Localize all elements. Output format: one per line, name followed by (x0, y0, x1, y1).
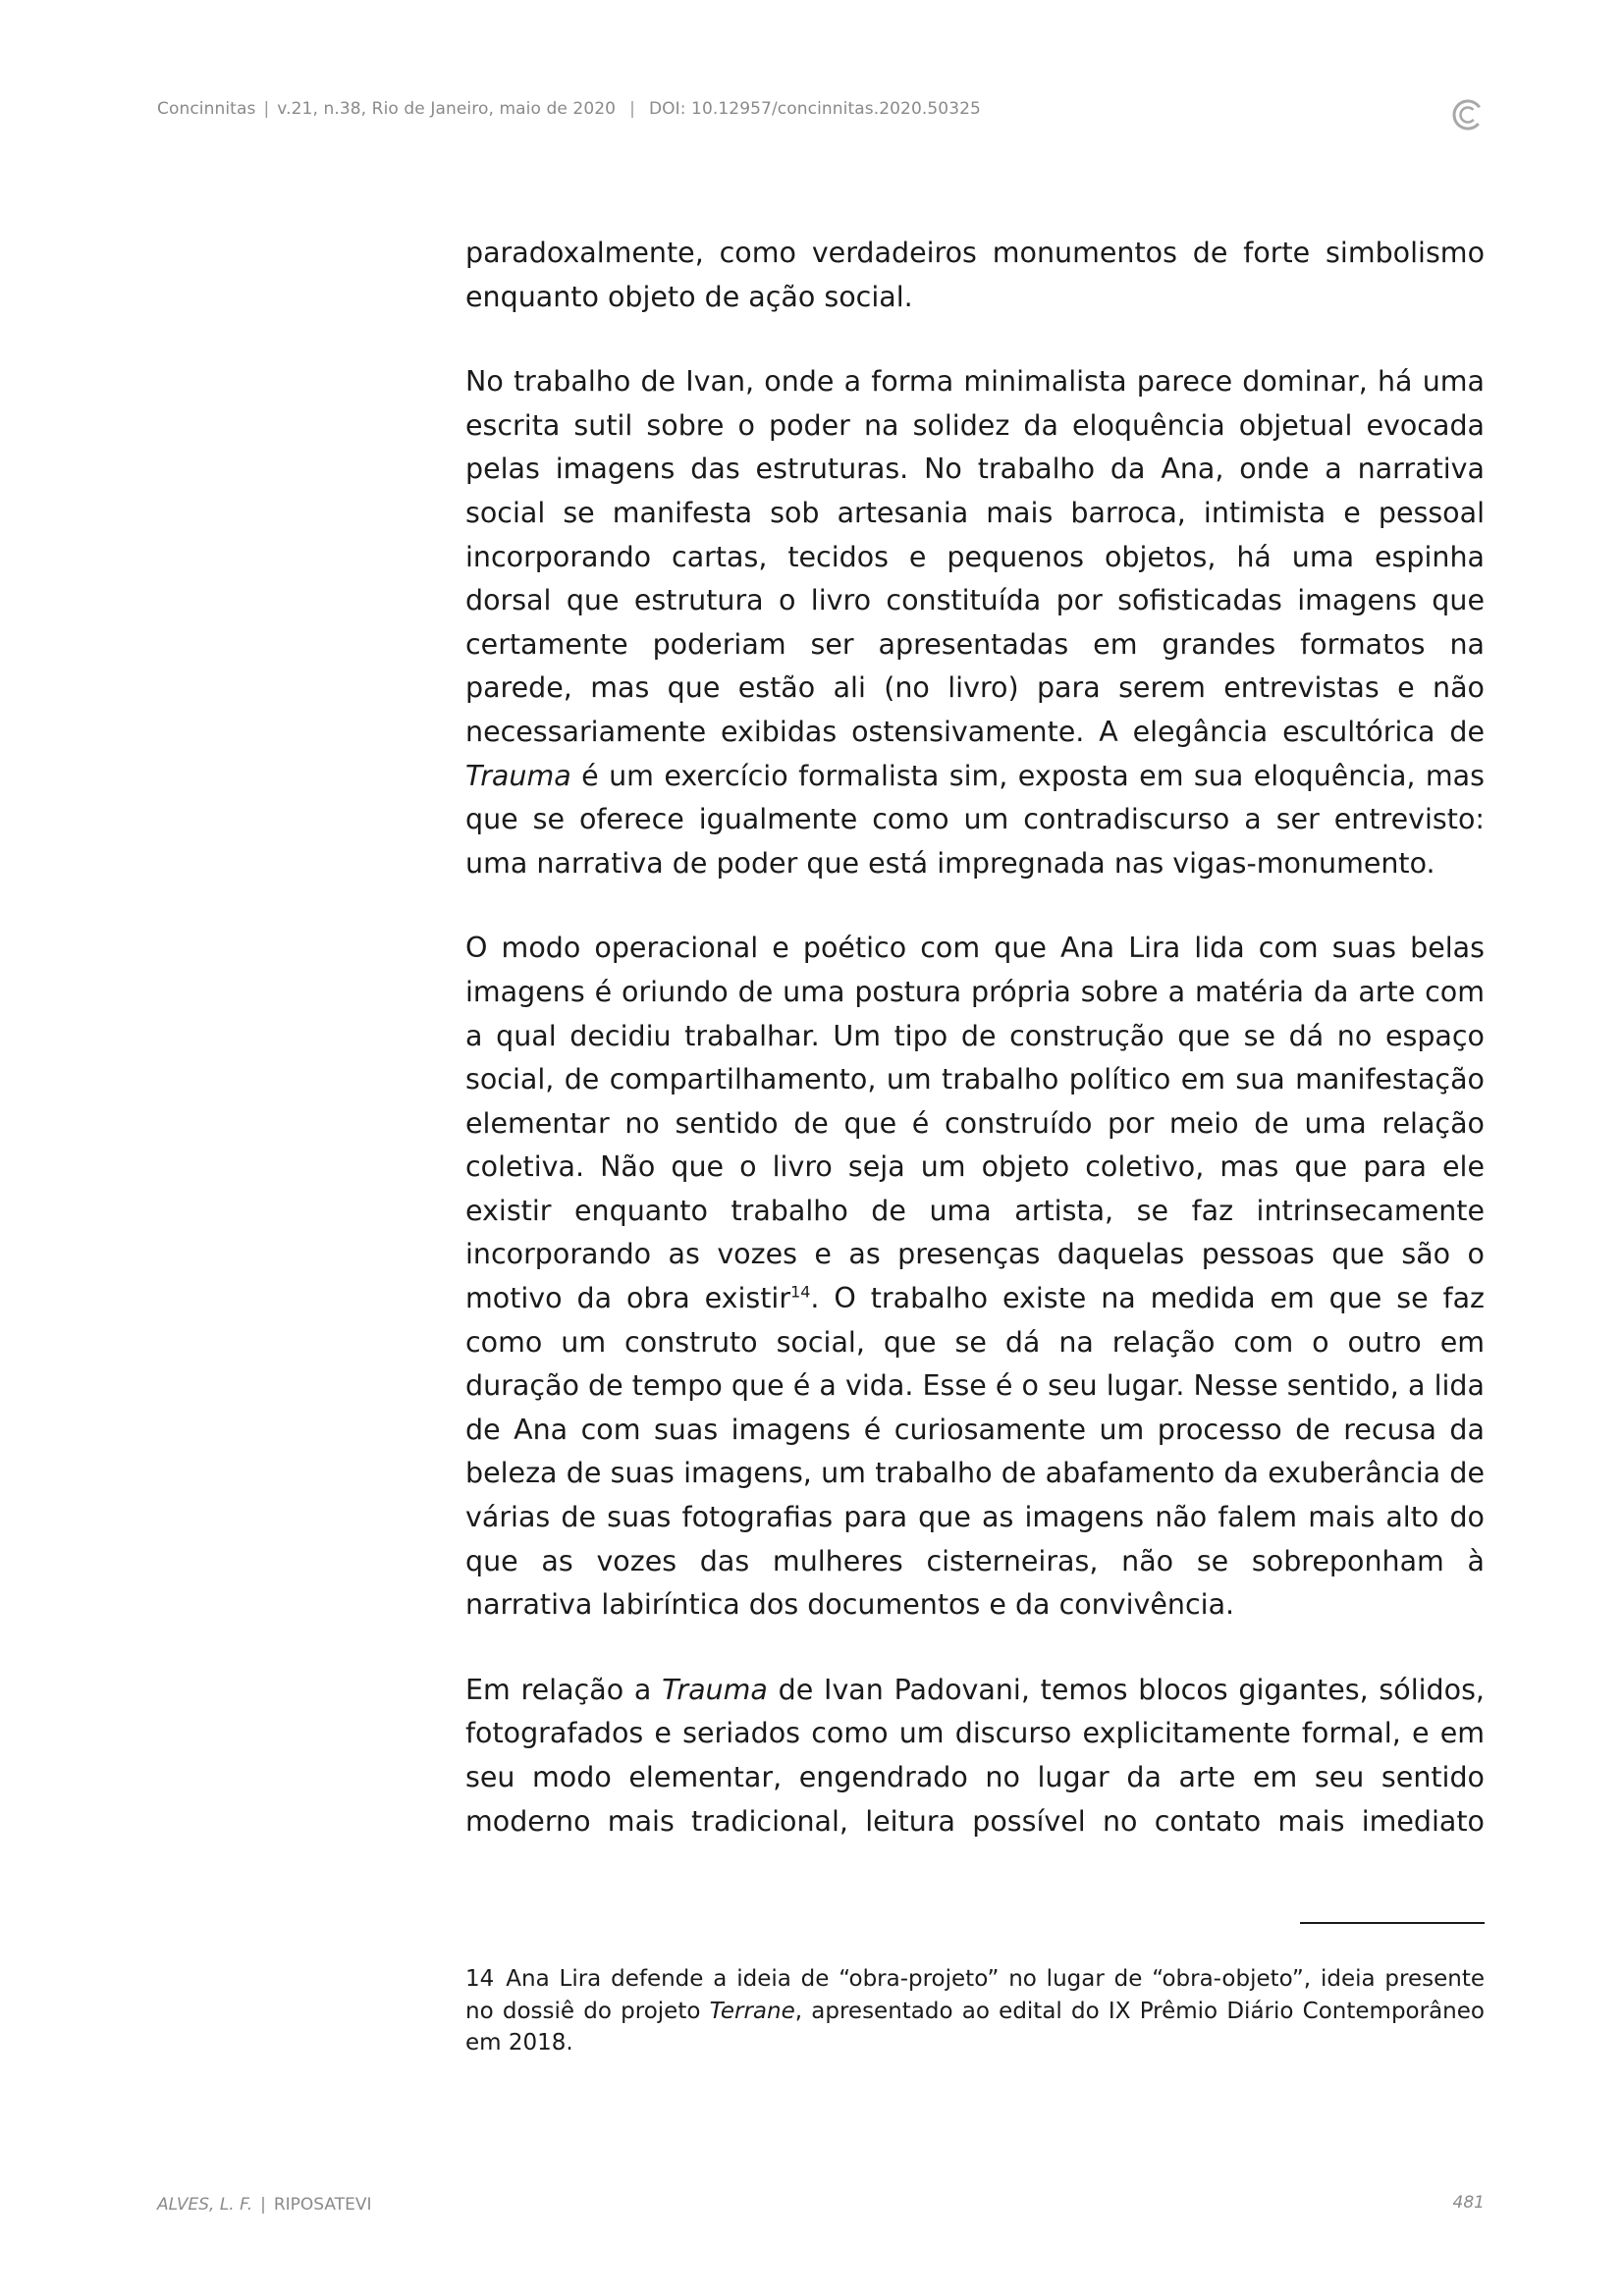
journal-name: Concinnitas (157, 99, 256, 119)
footnote-14 (465, 1963, 1485, 2059)
footnote-divider (1300, 1922, 1485, 1924)
footnote-text-a: Ana Lira defende a ideia de “obra-projeto” no lugar de “obra-objeto”, ideia presente no dossiê do projeto (465, 1966, 1485, 2024)
paragraph-4 (465, 1669, 1485, 1843)
paragraph-2-text-a: No trabalho de Ivan, onde a forma minimalista parece dominar, há uma escrita sutil sobre o poder na solidez da eloquência objetual evocada pelas imagens das estruturas. No trabalho da Ana, onde a narrativa social se manifesta sob artesania mais barroca, intimista e pessoal incorporando cartas, tecidos e pequenos objetos, há uma espinha dorsal que estrutura o livro constituída por sofisticadas imagens que certamente poderiam ser apresentadas em grandes formatos na parede, mas que estão ali (no livro) para serem entrevistas e não necessariamente exibidas ostensivamente. A elegância escultórica de (465, 365, 1485, 748)
running-header (157, 99, 981, 119)
footer-separator: | (260, 2195, 266, 2215)
running-footer (157, 2195, 372, 2215)
header-separator: | (629, 99, 635, 119)
journal-doi: DOI: 10.12957/concinnitas.2020.50325 (648, 99, 981, 119)
artwork-title-trauma: Trauma (662, 1673, 768, 1706)
footnote-reference-14[interactable]: 14 (790, 1282, 811, 1302)
paragraph-4-text-b: de Ivan Padovani, temos blocos gigantes, sólidos, fotografados e seriados como um discurso explicitamente formal, e em seu modo elementar, engendrado no lugar da arte em seu sentido moderno mais tradicional, leitura possível no contato mais imediato (465, 1673, 1485, 1838)
paragraph-4-text-a: Em relação a (465, 1673, 663, 1706)
paragraph-2 (465, 360, 1485, 885)
footnote-number: 14 (465, 1966, 495, 1992)
paragraph-3 (465, 927, 1485, 1628)
article-title: RIPOSATEVI (273, 2195, 372, 2215)
paragraph-2-text-b: é um exercício formalista sim, exposta em sua eloquência, mas que se oferece igualmente como um contradiscurso a ser entrevisto: uma narrativa de poder que está impregnada nas vigas-monumento. (465, 759, 1485, 880)
header-separator: | (263, 99, 270, 119)
concinnitas-c-logo-icon (1451, 98, 1485, 132)
footnote-text-b: , apresentado ao edital do IX Prêmio Diário Contemporâneo em 2018. (465, 1998, 1485, 2056)
project-title-terrane: Terrane (709, 1998, 795, 2024)
article-body (465, 232, 1485, 1885)
paragraph-1 (465, 232, 1485, 319)
paragraph-1-text: paradoxalmente, como verdadeiros monumentos de forte simbolismo enquanto objeto de ação social. (465, 237, 1485, 313)
page-number: 481 (1452, 2193, 1485, 2213)
paragraph-3-text-a: O modo operacional e poético com que Ana Lira lida com suas belas imagens é oriundo de uma postura própria sobre a matéria da arte com a qual decidiu trabalhar. Um tipo de construção que se dá no espaço social, de compartilhamento, um trabalho político em sua manifestação elementar no sentido de que é construído por meio de uma relação coletiva. Não que o livro seja um objeto coletivo, mas que para ele existir enquanto trabalho de uma artista, se faz intrinsecamente incorporando as vozes e as presenças daquelas pessoas que são o motivo da obra existir (465, 932, 1485, 1315)
artwork-title-trauma: Trauma (465, 759, 571, 792)
paragraph-3-text-b: . O trabalho existe na medida em que se faz como um construto social, que se dá na relação com o outro em duração de tempo que é a vida. Esse é o seu lugar. Nesse sentido, a lida de Ana com suas imagens é curiosamente um processo de recusa da beleza de suas imagens, um trabalho de abafamento da exuberância de várias de suas fotografias para que as imagens não falem mais alto do que as vozes das mulheres cisterneiras, não se sobreponham à narrativa labiríntica dos documentos e da convivência. (465, 1282, 1485, 1622)
journal-issue: v.21, n.38, Rio de Janeiro, maio de 2020 (277, 99, 617, 119)
author-name: ALVES, L. F. (157, 2195, 253, 2215)
